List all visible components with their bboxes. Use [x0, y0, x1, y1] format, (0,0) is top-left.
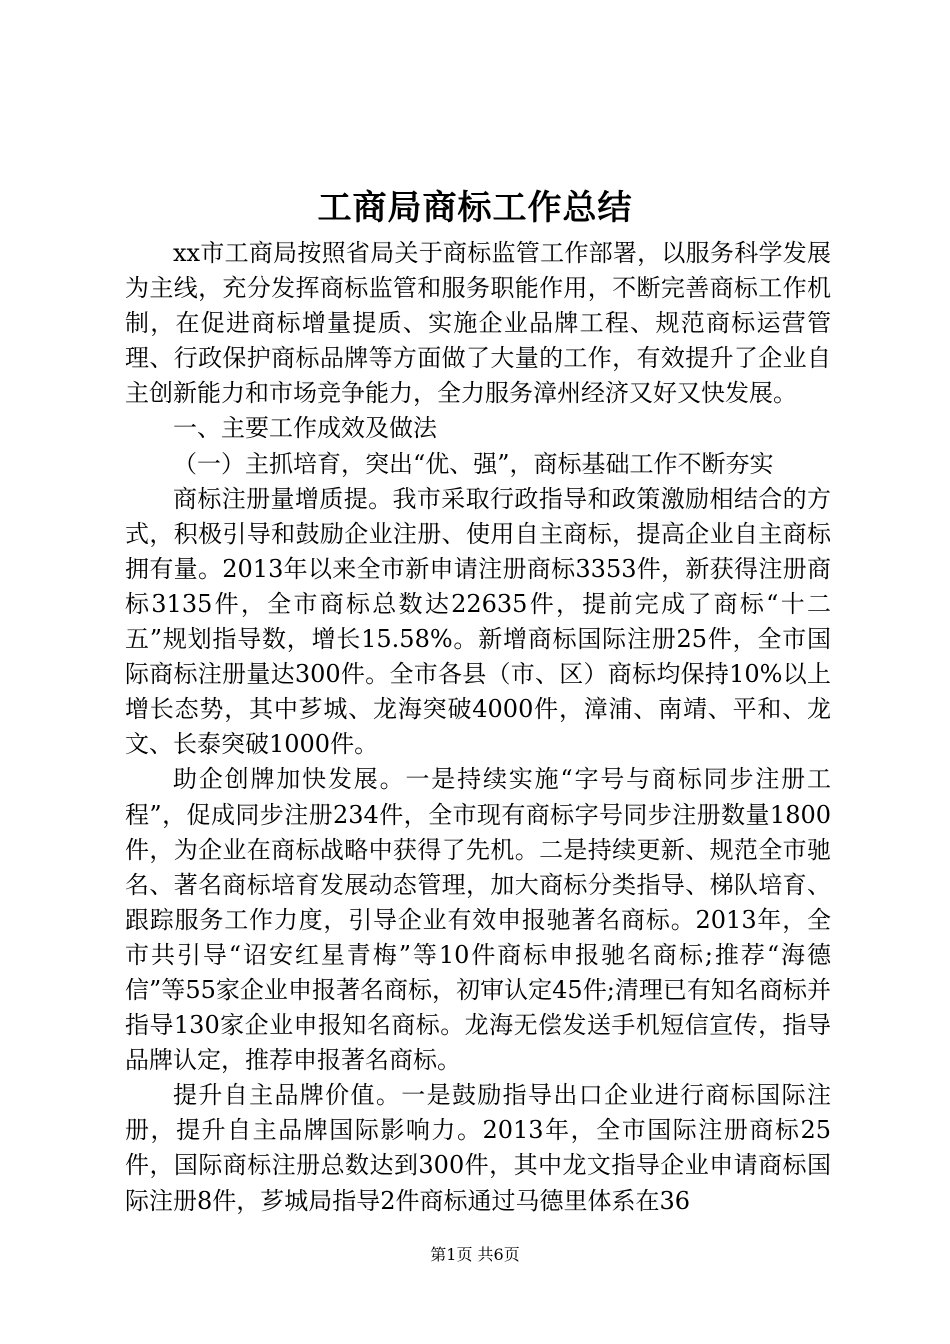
page-number: 第1页 共6页 — [430, 1245, 520, 1264]
document-body — [125, 236, 831, 1219]
paragraph-intro: xx市工商局按照省局关于商标监管工作部署，以服务科学发展为主线，充分发挥商标监管和服务职能作用，不断完善商标工作机制，在促进商标增量提质、实施企业品牌工程、规范商标运营管理、行政保护商标品牌等方面做了大量的工作，有效提升了企业自主创新能力和市场竞争能力，全力服务漳州经济又好又快发展。 — [125, 239, 831, 408]
paragraph-brand-building: 助企创牌加快发展。一是持续实施“字号与商标同步注册工程”，促成同步注册234件，全市现有商标字号同步注册数量1800件，为企业在商标战略中获得了先机。二是持续更新、规范全市驰名、著名商标培育发展动态管理，加大商标分类指导、梯队培育、跟踪服务工作力度，引导企业有效申报驰著名商标。2013年，全市共引导“诏安红星青梅”等10件商标申报驰名商标;推荐“海德信”等55家企业申报著名商标，初审认定45件;清理已有知名商标并指导130家企业申报知名商标。龙海无偿发送手机短信宣传，指导品牌认定，推荐申报著名商标。 — [125, 765, 831, 1075]
section-heading: 一、主要工作成效及做法 — [173, 414, 437, 443]
paragraph-brand-value: 提升自主品牌价值。一是鼓励指导出口企业进行商标国际注册，提升自主品牌国际影响力。2013年，全市国际注册商标25件，国际商标注册总数达到300件，其中龙文指导企业申请商标国际注册8件，芗城局指导2件商标通过马德里体系在36 — [125, 1081, 831, 1215]
paragraph-registration: 商标注册量增质提。我市采取行政指导和政策激励相结合的方式，积极引导和鼓励企业注册、使用自主商标，提高企业自主商标拥有量。2013年以来全市新申请注册商标3353件，新获得注册商标3135件，全市商标总数达22635件，提前完成了商标“十二五”规划指导数，增长15.58%。新增商标国际注册25件，全市国际商标注册量达300件。全市各县（市、区）商标均保持10%以上增长态势，其中芗城、龙海突破4000件，漳浦、南靖、平和、龙文、长泰突破1000件。 — [125, 484, 831, 759]
subsection-heading: （一）主抓培育，突出“优、强”，商标基础工作不断夯实 — [173, 449, 774, 478]
document-title: 工商局商标工作总结 — [317, 188, 633, 228]
